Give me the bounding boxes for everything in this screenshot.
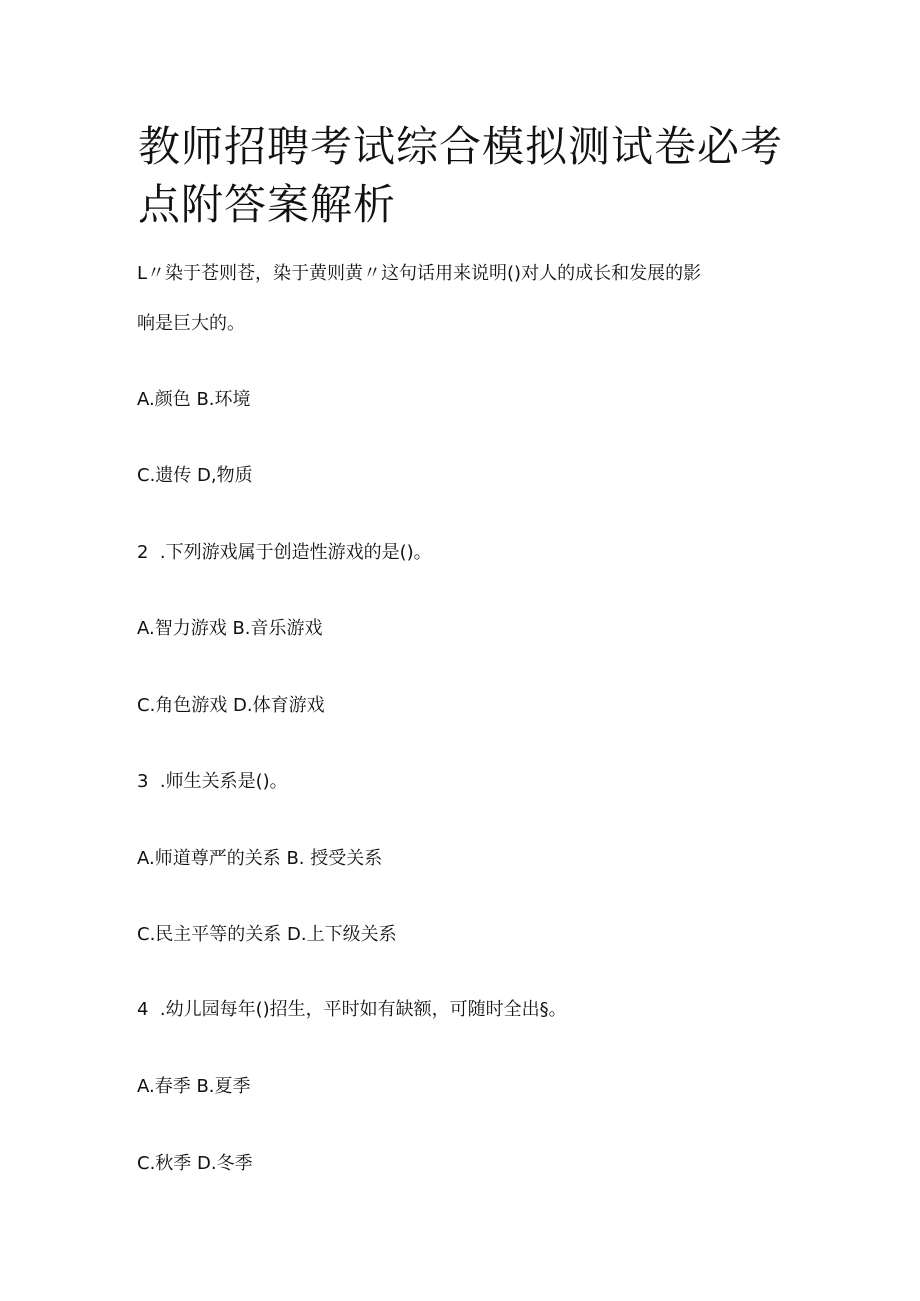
question-1-options-ab: A.颜色 B.环境 [137,389,251,410]
question-4-options-ab: A.春季 B.夏季 [137,1076,251,1097]
document-title: 教师招聘考试综合模拟测试卷必考点附答案解析 [138,122,784,229]
question-2-stem: 2 .下列游戏属于创造性游戏的是()。 [137,542,432,563]
question-3-stem: 3 .师生关系是()。 [137,771,288,792]
question-1-stem-line-2: 响是巨大的。 [137,313,245,334]
question-4-stem: 4 .幼儿园每年()招生，平时如有缺额，可随时全出§。 [137,999,567,1020]
question-1-stem-line-1: L〃染于苍则苍，染于黄则黄〃这句话用来说明()对人的成长和发展的影 [137,263,702,284]
question-3-options-cd: C.民主平等的关系 D.上下级关系 [137,924,397,945]
question-2-options-ab: A.智力游戏 B.音乐游戏 [137,618,323,639]
question-1-options-cd: C.遗传 D,物质 [137,465,253,486]
question-2-options-cd: C.角色游戏 D.体育游戏 [137,695,325,716]
question-3-options-ab: A.师道尊严的关系 B. 授受关系 [137,848,383,869]
question-4-options-cd: C.秋季 D.冬季 [137,1153,253,1174]
